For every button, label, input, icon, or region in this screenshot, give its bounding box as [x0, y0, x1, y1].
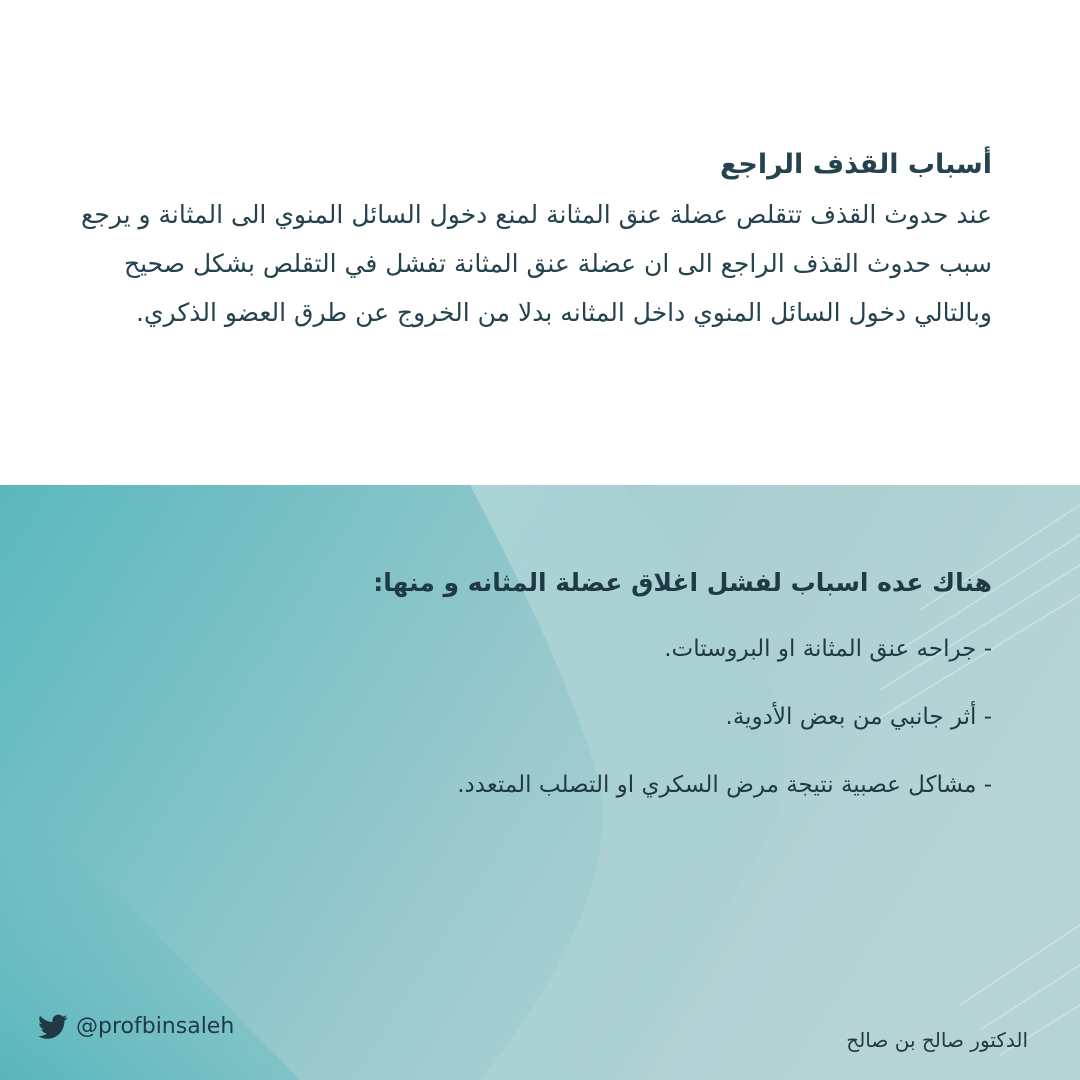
cause-item-3: - مشاكل عصبية نتيجة مرض السكري او التصلب المتعدد. [457, 772, 992, 798]
author-name: الدكتور صالح بن صالح [846, 1028, 1028, 1052]
cause-item-1: - جراحه عنق المثانة او البروستات. [664, 636, 992, 662]
bottom-section [0, 485, 1080, 1080]
intro-body: عند حدوث القذف تتقلص عضلة عنق المثانة لمنع دخول السائل المنوي الى المثانة و يرجع سبب حدوث القذف الراجع الى ان عضلة عنق المثانة تفشل في التقلص بشكل صحيح وبالتالي دخول السائل المنوي داخل المثانه بدلا من الخروج عن طرق العضو الذكري. [81, 200, 992, 327]
twitter-handle-text: @profbinsaleh [76, 1014, 235, 1039]
intro-block [62, 140, 992, 337]
cause-item-2: - أثر جانبي من بعض الأدوية. [725, 704, 992, 730]
twitter-handle[interactable] [38, 1007, 234, 1047]
causes-block [92, 563, 992, 833]
intro-title: أسباب القذف الراجع [719, 149, 992, 180]
top-section [0, 0, 1080, 485]
twitter-bird-icon [38, 1014, 68, 1040]
causes-title: هناك عده اسباب لفشل اغلاق عضلة المثانه و منها: [373, 568, 992, 597]
